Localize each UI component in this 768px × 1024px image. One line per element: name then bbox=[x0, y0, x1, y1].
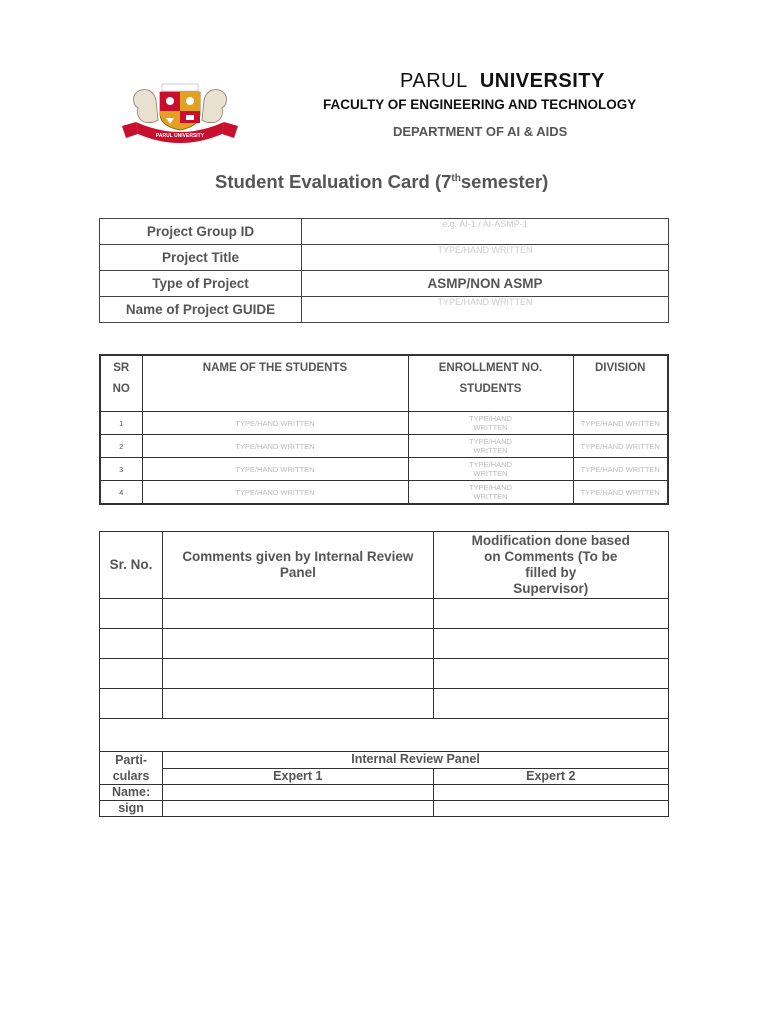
student-name-cell[interactable]: TYPE/HAND WRITTEN bbox=[142, 481, 408, 505]
student-name-cell[interactable]: TYPE/HAND WRITTEN bbox=[142, 412, 408, 435]
enrollment-cell[interactable]: TYPE/HAND WRITTEN bbox=[408, 412, 573, 435]
student-name-header: NAME OF THE STUDENTS bbox=[142, 355, 408, 412]
project-info-table bbox=[99, 218, 669, 323]
sr-no-cell: 2 bbox=[100, 435, 142, 458]
expert-2-sign-cell[interactable] bbox=[433, 801, 668, 817]
panel-title-row bbox=[100, 752, 669, 769]
division-cell[interactable]: TYPE/HAND WRITTEN bbox=[573, 458, 668, 481]
project-info-row bbox=[100, 297, 669, 323]
project-group-id-label: Project Group ID bbox=[100, 219, 302, 245]
enrollment-cell[interactable]: TYPE/HAND WRITTEN bbox=[408, 435, 573, 458]
review-sr-cell[interactable] bbox=[100, 659, 163, 689]
project-title-value[interactable]: TYPE/HAND WRITTEN bbox=[302, 245, 669, 271]
enrollment-cell[interactable]: TYPE/HAND WRITTEN bbox=[408, 481, 573, 505]
review-sr-cell[interactable] bbox=[100, 689, 163, 719]
enrollment-header: ENROLLMENT NO. STUDENTS bbox=[408, 355, 573, 412]
comment-cell[interactable] bbox=[163, 659, 433, 689]
table-row bbox=[100, 599, 669, 629]
table-row bbox=[100, 629, 669, 659]
project-guide-label: Name of Project GUIDE bbox=[100, 297, 302, 323]
expert-1-sign-cell[interactable] bbox=[163, 801, 433, 817]
modification-header: Modification done based on Comments (To be filled by Supervisor) bbox=[433, 532, 668, 599]
review-table bbox=[99, 531, 669, 817]
enrollment-cell[interactable]: TYPE/HAND WRITTEN bbox=[408, 458, 573, 481]
comment-cell[interactable] bbox=[163, 689, 433, 719]
project-guide-value[interactable]: TYPE/HAND WRITTEN bbox=[302, 297, 669, 323]
expert-2-name-cell[interactable] bbox=[433, 785, 668, 801]
modification-cell[interactable] bbox=[433, 599, 668, 629]
division-cell[interactable]: TYPE/HAND WRITTEN bbox=[573, 435, 668, 458]
sr-no-header: SR NO bbox=[100, 355, 142, 412]
project-group-id-value[interactable]: e.g. AI-1 / AI-ASMP-1 bbox=[302, 219, 669, 245]
review-sr-cell[interactable] bbox=[100, 629, 163, 659]
project-type-label: Type of Project bbox=[100, 271, 302, 297]
project-info-row bbox=[100, 245, 669, 271]
faculty-name: FACULTY OF ENGINEERING AND TECHNOLOGY bbox=[323, 97, 637, 112]
project-title-label: Project Title bbox=[100, 245, 302, 271]
sr-no-cell: 3 bbox=[100, 458, 142, 481]
experts-row bbox=[100, 768, 669, 785]
modification-cell[interactable] bbox=[433, 659, 668, 689]
page-title: Student Evaluation Card (7thsemester) bbox=[215, 171, 549, 192]
review-sr-cell[interactable] bbox=[100, 599, 163, 629]
table-row bbox=[100, 435, 668, 458]
university-name: PARUL UNIVERSITY bbox=[400, 70, 605, 92]
project-info-row bbox=[100, 271, 669, 297]
table-row bbox=[100, 458, 668, 481]
sr-no-cell: 4 bbox=[100, 481, 142, 505]
comment-cell[interactable] bbox=[163, 599, 433, 629]
division-cell[interactable]: TYPE/HAND WRITTEN bbox=[573, 481, 668, 505]
comment-cell[interactable] bbox=[163, 629, 433, 659]
particulars-label: Parti- culars bbox=[100, 752, 163, 785]
sign-row bbox=[100, 801, 669, 817]
student-name-cell[interactable]: TYPE/HAND WRITTEN bbox=[142, 435, 408, 458]
student-name-cell[interactable]: TYPE/HAND WRITTEN bbox=[142, 458, 408, 481]
comments-header: Comments given by Internal Review Panel bbox=[163, 532, 433, 599]
sr-no-cell: 1 bbox=[100, 412, 142, 435]
students-header-row bbox=[100, 355, 668, 412]
project-info-row bbox=[100, 219, 669, 245]
expert-1-header: Expert 1 bbox=[163, 768, 433, 785]
review-header-row bbox=[100, 532, 669, 599]
review-sr-no-header: Sr. No. bbox=[100, 532, 163, 599]
modification-cell[interactable] bbox=[433, 629, 668, 659]
division-cell[interactable]: TYPE/HAND WRITTEN bbox=[573, 412, 668, 435]
division-header: DIVISION bbox=[573, 355, 668, 412]
spacer-cell bbox=[100, 719, 669, 752]
modification-cell[interactable] bbox=[433, 689, 668, 719]
name-label: Name: bbox=[100, 785, 163, 801]
name-row bbox=[100, 785, 669, 801]
project-type-value[interactable]: ASMP/NON ASMP bbox=[302, 271, 669, 297]
university-logo bbox=[116, 82, 244, 144]
panel-title: Internal Review Panel bbox=[163, 752, 669, 769]
department-name: DEPARTMENT OF AI & AIDS bbox=[393, 124, 568, 139]
expert-1-name-cell[interactable] bbox=[163, 785, 433, 801]
table-row bbox=[100, 412, 668, 435]
table-row bbox=[100, 689, 669, 719]
table-row bbox=[100, 481, 668, 505]
table-row bbox=[100, 659, 669, 689]
svg-text:PARUL UNIVERSITY: PARUL UNIVERSITY bbox=[155, 133, 205, 139]
spacer-row bbox=[100, 719, 669, 752]
students-table bbox=[99, 354, 669, 505]
sign-label: sign bbox=[100, 801, 163, 817]
expert-2-header: Expert 2 bbox=[433, 768, 668, 785]
